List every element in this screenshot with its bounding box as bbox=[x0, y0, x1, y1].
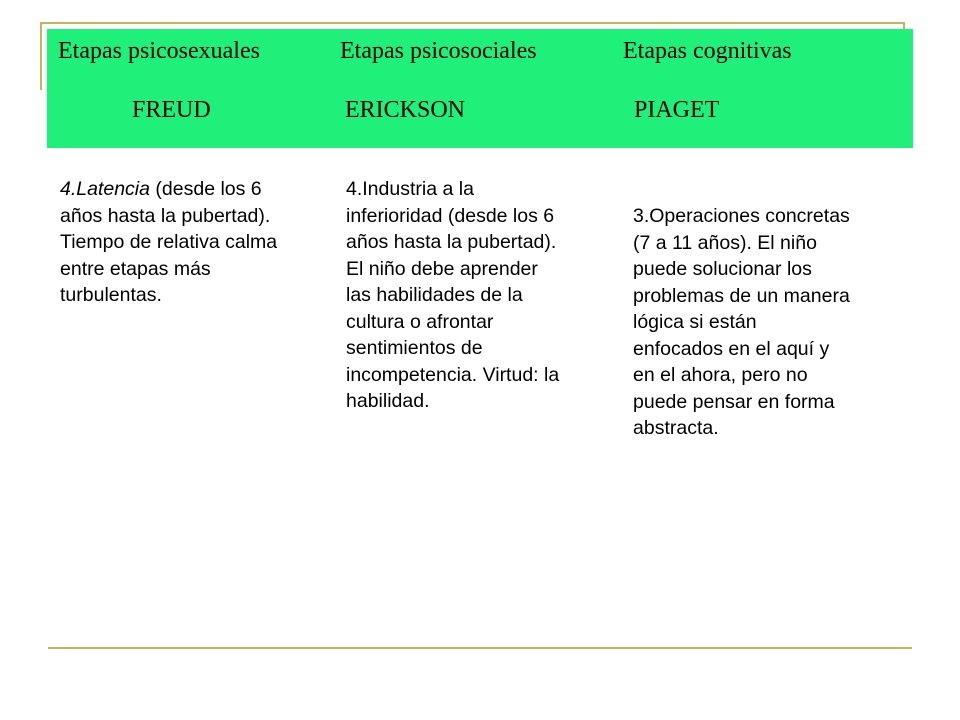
piaget-stage-description: 3.Operaciones concretas (7 a 11 años). El niño puede solucionar los problemas de un manera lógica si están enfocados en el aquí y en el ahora, pero no puede pensar en forma abstracta. bbox=[633, 205, 850, 439]
left-rule bbox=[40, 22, 42, 90]
piaget-author: PIAGET bbox=[634, 97, 720, 123]
freud-author: FREUD bbox=[132, 97, 211, 123]
piaget-stage-title: Etapas cognitivas bbox=[623, 38, 792, 64]
freud-stage-description bbox=[60, 176, 330, 309]
freud-stage-title: Etapas psicosexuales bbox=[58, 38, 260, 64]
erickson-author: ERICKSON bbox=[345, 97, 466, 123]
header-band bbox=[47, 29, 913, 148]
erickson-stage-description: 4.Industria a la inferioridad (desde los 6 años hasta la pubertad). El niño debe aprender las habilidades de la cultura o afrontar sentimientos de incompetencia. Virtud: la habilidad. bbox=[346, 178, 560, 412]
bottom-rule bbox=[48, 647, 912, 649]
top-rule bbox=[40, 22, 904, 24]
freud-stage-text: (desde los 6 años hasta la pubertad). Tiempo de relativa calma entre etapas más turbulentas. bbox=[60, 178, 278, 306]
freud-stage-lead: 4.Latencia bbox=[60, 178, 150, 200]
erickson-stage-title: Etapas psicosociales bbox=[340, 38, 537, 64]
